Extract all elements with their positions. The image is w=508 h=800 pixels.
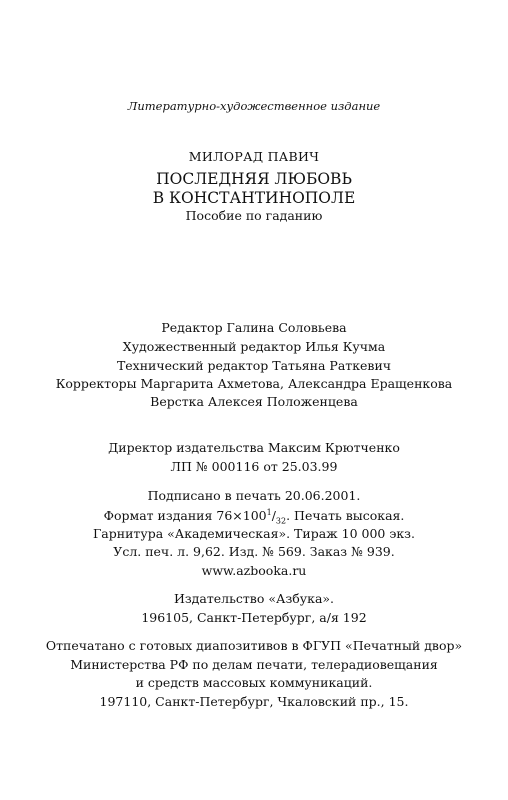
credit-layout: Верстка Алексея Положенцева (150, 394, 358, 409)
format-prefix: Формат издания 76×100 (103, 508, 267, 523)
book-title-line-1: ПОСЛЕДНЯЯ ЛЮБОВЬ (156, 170, 352, 188)
credit-art-editor: Художественный редактор Илья Кучма (122, 339, 386, 354)
printer-line-1: Отпечатано с готовых диапозитивов в ФГУП «Печатный двор» (45, 638, 463, 653)
format-line: Формат издания $76\times 100^1/_{32}$. Печать высокая. (103, 507, 405, 526)
author-name: МИЛОРАД ПАВИЧ (188, 149, 320, 164)
license-line: ЛП № 000116 от 25.03.99 (170, 459, 338, 474)
director-line: Директор издательства Максим Крютченко (108, 440, 400, 455)
format-sub: 32 (275, 516, 287, 526)
credit-editor: Редактор Галина Соловьева (161, 320, 347, 335)
printer-line-2: Министерства РФ по делам печати, телерадиовещания (70, 657, 438, 672)
credit-tech-editor: Технический редактор Татьяна Раткевич (116, 358, 392, 373)
format-suffix: . Печать высокая. (286, 508, 405, 523)
edition-type: Литературно-художественное издание (127, 99, 381, 113)
printer-line-3: и средств массовых коммуникаций. (135, 675, 373, 690)
printer-line-4: 197110, Санкт-Петербург, Чкаловский пр., 15. (99, 694, 409, 709)
publisher-address: 196105, Санкт-Петербург, а/я 192 (141, 610, 367, 625)
book-title-line-2: В КОНСТАНТИНОПОЛЕ (152, 189, 356, 207)
book-subtitle: Пособие по гаданию (185, 208, 323, 223)
credit-proofreaders: Корректоры Маргарита Ахметова, Александра Еращенкова (55, 376, 453, 391)
sheets-line: Усл. печ. л. 9,62. Изд. № 569. Заказ № 939. (113, 544, 395, 559)
publisher-name: Издательство «Азбука». (173, 591, 335, 606)
typeface-line: Гарнитура «Академическая». Тираж 10 000 экз. (93, 526, 415, 541)
signed-to-print: Подписано в печать 20.06.2001. (147, 488, 361, 503)
website-line: www.azbooka.ru (201, 563, 307, 578)
format-sup: 1 (266, 507, 272, 517)
